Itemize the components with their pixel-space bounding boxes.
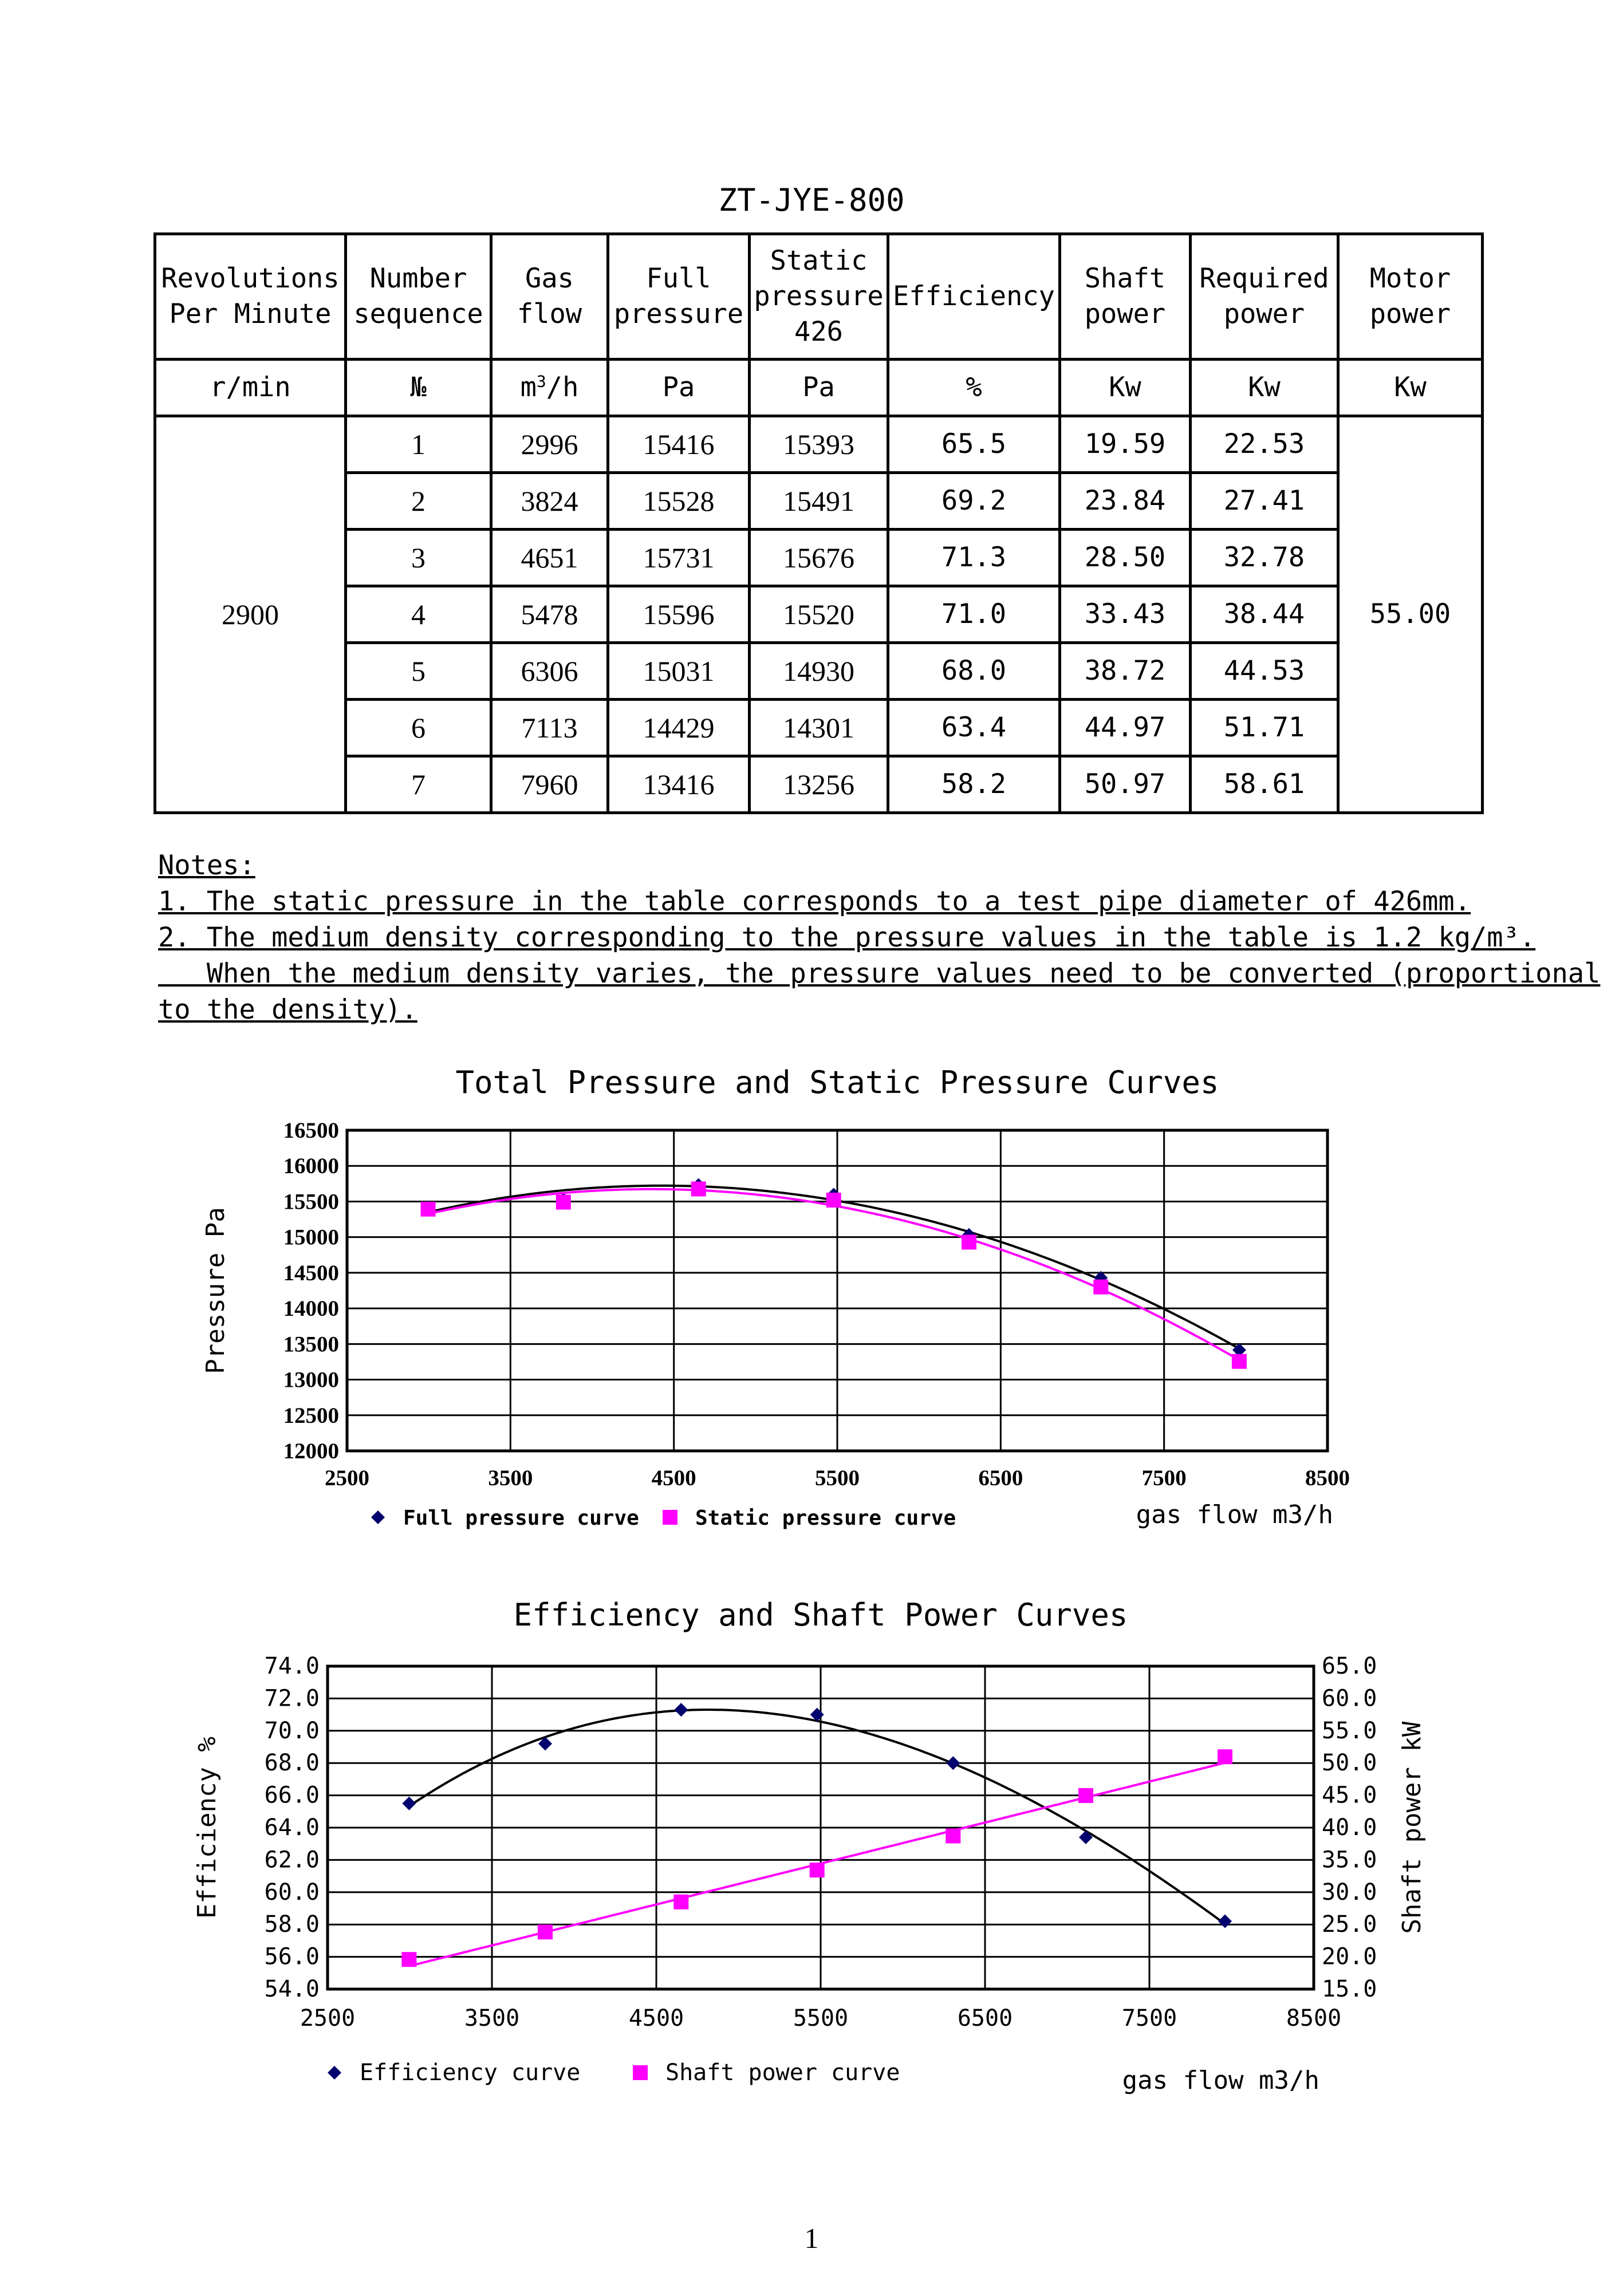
header-row [155, 234, 1483, 360]
y-tick-label: 64.0 [264, 1814, 320, 1841]
header-cell: Efficiency [888, 234, 1060, 360]
legend-marker-square [633, 2065, 648, 2080]
header-cell: Shaft power [1060, 234, 1191, 360]
note-line: to the density). [158, 994, 417, 1025]
table-row [155, 473, 1483, 530]
table-cell: 6306 [491, 643, 608, 700]
data-point-square [946, 1828, 960, 1843]
table-cell: 14301 [750, 700, 888, 756]
unit-cell: Kw [1338, 360, 1483, 416]
table-body [155, 416, 1483, 813]
table-cell: 69.2 [888, 473, 1060, 530]
data-point-diamond [946, 1756, 960, 1770]
table-cell: 44.53 [1191, 643, 1338, 700]
x-tick-label: 5500 [815, 1466, 860, 1490]
unit-cell: Kw [1191, 360, 1338, 416]
rpm-cell: 2900 [155, 416, 346, 813]
table-row [155, 643, 1483, 700]
table-cell: 13416 [608, 756, 750, 813]
x-tick-label: 4500 [651, 1466, 696, 1490]
efficiency-power-chart [0, 1569, 1623, 2095]
unit-cell: № [346, 360, 491, 416]
table-cell: 2 [346, 473, 491, 530]
table-cell: 3 [346, 530, 491, 586]
y-tick-label: 14000 [283, 1296, 339, 1321]
table-cell: 1 [346, 416, 491, 473]
table-cell: 7113 [491, 700, 608, 756]
table-cell: 38.72 [1060, 643, 1191, 700]
y-tick-label: 72.0 [264, 1685, 320, 1712]
table-cell: 7960 [491, 756, 608, 813]
y-tick-label: 16500 [283, 1118, 339, 1143]
data-point-diamond [402, 1797, 416, 1810]
motor-power-cell: 55.00 [1338, 416, 1483, 813]
table-cell: 58.61 [1191, 756, 1338, 813]
page-title: ZT-JYE-800 [718, 182, 905, 218]
table-cell: 15676 [750, 530, 888, 586]
table-cell: 27.41 [1191, 473, 1338, 530]
header-cell: Full pressure [608, 234, 750, 360]
table-cell: 71.0 [888, 586, 1060, 643]
table-cell: 71.3 [888, 530, 1060, 586]
table-cell: 58.2 [888, 756, 1060, 813]
table-cell: 15031 [608, 643, 750, 700]
header-cell: Revolutions Per Minute [155, 234, 346, 360]
data-point-square [421, 1202, 436, 1217]
x-tick-label: 6500 [978, 1466, 1023, 1490]
y2-tick-label: 60.0 [1322, 1685, 1377, 1712]
legend-marker-diamond [328, 2066, 341, 2080]
y-tick-label: 16000 [283, 1154, 339, 1179]
table-cell: 5478 [491, 586, 608, 643]
chart-title: Efficiency and Shaft Power Curves [513, 1597, 1128, 1633]
table-cell: 3824 [491, 473, 608, 530]
table-cell: 68.0 [888, 643, 1060, 700]
y-tick-label: 60.0 [264, 1879, 320, 1906]
table-cell: 15393 [750, 416, 888, 473]
table-cell: 5 [346, 643, 491, 700]
y-axis-label: Pressure Pa [201, 1207, 230, 1374]
y2-tick-label: 30.0 [1322, 1879, 1377, 1906]
y2-tick-label: 35.0 [1322, 1847, 1377, 1873]
table-row [155, 700, 1483, 756]
table-cell: 4 [346, 586, 491, 643]
x-tick-label: 5500 [793, 2005, 849, 2031]
y2-tick-label: 45.0 [1322, 1782, 1377, 1809]
x-tick-label: 2500 [325, 1466, 369, 1490]
table-cell: 44.97 [1060, 700, 1191, 756]
table-cell: 50.97 [1060, 756, 1191, 813]
y2-tick-label: 40.0 [1322, 1814, 1377, 1841]
table-cell: 19.59 [1060, 416, 1191, 473]
chart-title: Total Pressure and Static Pressure Curves [455, 1064, 1219, 1100]
y-tick-label: 70.0 [264, 1717, 320, 1744]
y-axis-label: Efficiency % [192, 1737, 222, 1919]
data-point-square [810, 1863, 825, 1877]
y-tick-label: 12000 [283, 1439, 339, 1463]
data-point-square [691, 1182, 706, 1197]
data-point-square [1232, 1354, 1247, 1369]
data-point-square [1078, 1788, 1093, 1803]
data-point-square [1093, 1280, 1108, 1295]
table-row [155, 586, 1483, 643]
table-cell: 15731 [608, 530, 750, 586]
table-cell: 15596 [608, 586, 750, 643]
y-tick-label: 12500 [283, 1403, 339, 1428]
table-cell: 63.4 [888, 700, 1060, 756]
unit-cell: r/min [155, 360, 346, 416]
y-tick-label: 58.0 [264, 1911, 320, 1938]
note-line: 1. The static pressure in the table corresponds to a test pipe diameter of 426mm. [158, 886, 1471, 917]
unit-cell: % [888, 360, 1060, 416]
x-tick-label: 2500 [300, 2005, 356, 2031]
y2-tick-label: 20.0 [1322, 1943, 1377, 1970]
x-tick-label: 3500 [464, 2005, 520, 2031]
y-tick-label: 14500 [283, 1260, 339, 1285]
unit-cell: Pa [608, 360, 750, 416]
series-trend-line [428, 1189, 1239, 1360]
data-point-square [538, 1924, 553, 1939]
x-tick-label: 8500 [1286, 2005, 1342, 2031]
data-point-diamond [1218, 1915, 1232, 1928]
legend-label: Shaft power curve [665, 2060, 900, 2086]
unit-gas-flow: $m^3/h$ [520, 371, 579, 403]
data-point-diamond [674, 1703, 688, 1717]
header-cell: Required power [1191, 234, 1338, 360]
table-cell: 28.50 [1060, 530, 1191, 586]
table-cell: 15520 [750, 586, 888, 643]
data-point-square [556, 1195, 571, 1210]
y2-tick-label: 15.0 [1322, 1976, 1377, 2002]
y-tick-label: 74.0 [264, 1653, 320, 1679]
y2-tick-label: 25.0 [1322, 1911, 1377, 1938]
x-tick-label: 8500 [1305, 1466, 1350, 1490]
table-cell: 2996 [491, 416, 608, 473]
table-cell: 4651 [491, 530, 608, 586]
table-cell: 23.84 [1060, 473, 1191, 530]
header-cell: Static pressure 426 [750, 234, 888, 360]
table-cell: 15528 [608, 473, 750, 530]
legend-label: Full pressure curve [403, 1506, 639, 1530]
header-cell: Gas flow [491, 234, 608, 360]
legend-label: Static pressure curve [695, 1506, 956, 1530]
legend-label: Efficiency curve [360, 2060, 581, 2086]
table-cell: 7 [346, 756, 491, 813]
table-cell: 14429 [608, 700, 750, 756]
y-tick-label: 56.0 [264, 1943, 320, 1970]
performance-table [153, 232, 1484, 814]
data-point-square [826, 1193, 841, 1208]
table-cell: 32.78 [1191, 530, 1338, 586]
header-cell: Motor power [1338, 234, 1483, 360]
unit-cell [491, 360, 608, 416]
y-tick-label: 13500 [283, 1332, 339, 1357]
table-cell: 13256 [750, 756, 888, 813]
page-number: 1 [804, 2222, 819, 2254]
y-tick-label: 62.0 [264, 1847, 320, 1873]
table-row [155, 530, 1483, 586]
y2-tick-label: 50.0 [1322, 1750, 1377, 1777]
x-tick-label: 7500 [1141, 1466, 1187, 1490]
data-point-square [673, 1895, 688, 1910]
y-tick-label: 66.0 [264, 1782, 320, 1809]
x-axis-label: gas flow m3/h [1136, 1500, 1333, 1529]
x-tick-label: 7500 [1121, 2005, 1177, 2031]
units-row [155, 360, 1483, 416]
table-row [155, 416, 1483, 473]
notes-heading: Notes: [158, 850, 255, 881]
legend-marker-square [663, 1510, 677, 1525]
table-row [155, 756, 1483, 813]
y2-tick-label: 65.0 [1322, 1653, 1377, 1679]
x-tick-label: 3500 [488, 1466, 533, 1490]
table-cell: 14930 [750, 643, 888, 700]
table-cell: 15491 [750, 473, 888, 530]
unit-cell: Pa [750, 360, 888, 416]
table-cell: 65.5 [888, 416, 1060, 473]
y-tick-label: 15000 [283, 1225, 339, 1250]
note-line: 2. The medium density corresponding to the pressure values in the table is 1.2 kg/m³. [158, 922, 1536, 953]
unit-cell: Kw [1060, 360, 1191, 416]
x-tick-label: 4500 [628, 2005, 684, 2031]
series-trend-line [428, 1186, 1239, 1349]
table-cell: 22.53 [1191, 416, 1338, 473]
y-tick-label: 15500 [283, 1189, 339, 1214]
y-tick-label: 13000 [283, 1367, 339, 1392]
x-axis-label: gas flow m3/h [1122, 2066, 1319, 2095]
data-point-square [962, 1234, 976, 1249]
note-line: When the medium density varies, the pressure values need to be converted (proportional [158, 958, 1601, 989]
data-point-square [1218, 1749, 1232, 1764]
table-cell: 38.44 [1191, 586, 1338, 643]
x-tick-label: 6500 [957, 2005, 1013, 2031]
data-point-square [401, 1952, 416, 1967]
pressure-chart [0, 1048, 1623, 1534]
y-tick-label: 54.0 [264, 1976, 320, 2002]
table-cell: 6 [346, 700, 491, 756]
y2-axis-label: Shaft power kW [1397, 1721, 1427, 1934]
y-tick-label: 68.0 [264, 1750, 320, 1777]
table-cell: 15416 [608, 416, 750, 473]
legend-marker-diamond [371, 1510, 385, 1524]
notes [158, 847, 1601, 1028]
table-cell: 51.71 [1191, 700, 1338, 756]
table-cell: 33.43 [1060, 586, 1191, 643]
y2-tick-label: 55.0 [1322, 1717, 1377, 1744]
header-cell: Number sequence [346, 234, 491, 360]
